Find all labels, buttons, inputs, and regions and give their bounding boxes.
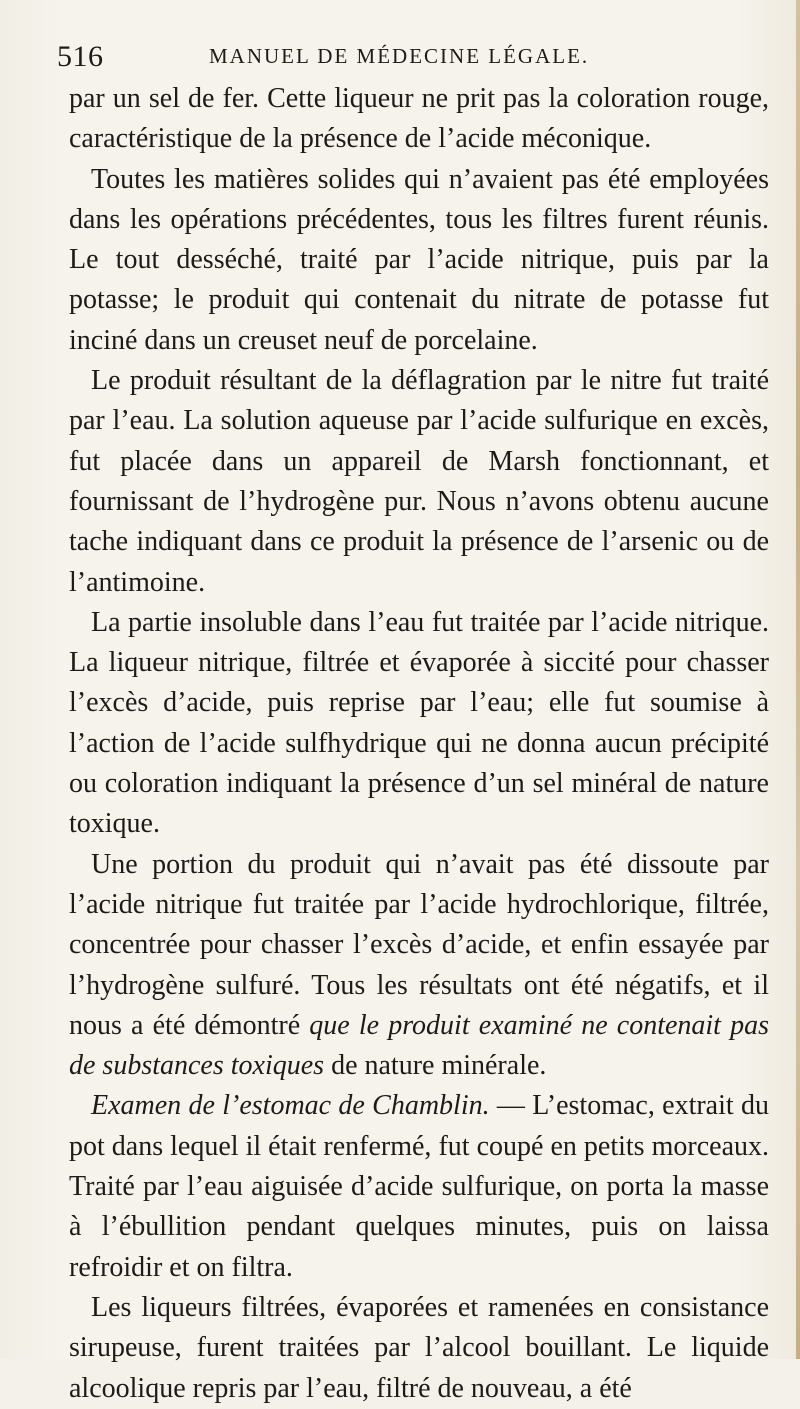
paragraph-7: Les liqueurs filtrées, évaporées et ramenées en consistance sirupeuse, furent traitées par l’alcool bouillant. Le liquide alcoolique repris par l’eau, filtré de nouveau, a été: [69, 1291, 769, 1404]
paragraph-3: Le produit résultant de la déflagration par le nitre fut traité par l’eau. La solution aqueuse par l’acide sulfurique en excès, fut placée dans un appareil de Marsh fonctionnant, et fournissant de l’hydrogène pur. Nous n’avons obtenu aucune tache indiquant dans ce produit la présence de l’arsenic ou de l’antimoine.: [69, 365, 769, 598]
paragraph-6-text: — L’estomac, extrait du pot dans lequel il était renfermé, fut coupé en petits morceaux. Traité par l’eau aiguisée d’acide sulfurique, on porta la masse à l’ébullition pendant quelques minutes, puis on laissa refroidir et on filtra.: [69, 1090, 769, 1283]
page-number: 516: [57, 40, 104, 73]
running-head: MANUEL DE MÉDECINE LÉGALE.: [209, 44, 590, 68]
paragraph-5: [69, 845, 769, 1087]
section-heading: Examen de l’estomac de Chamblin.: [91, 1090, 490, 1122]
paragraph-4: La partie insoluble dans l’eau fut traitée par l’acide nitrique. La liqueur nitrique, filtrée et évaporée à siccité pour chasser l’excès d’acide, puis reprise par l’eau; elle fut soumise à l’action de l’acide sulfhydrique qui ne donna aucun précipité ou coloration indiquant la présence d’un sel minéral de nature toxique.: [69, 606, 769, 840]
paragraph-5-ending: de nature minérale.: [324, 1050, 547, 1082]
page-header: [57, 40, 717, 74]
paragraph-5-text: Une portion du produit qui n’avait pas été dissoute par l’acide nitrique fut traitée par l’acide hydrochlorique, filtrée, concentrée pour chasser l’excès d’acide, et enfin essayée par l’hydrogène sulfuré. Tous les résultats ont été négatifs, et il nous a été démontré: [69, 848, 769, 1041]
paragraph-6: [69, 1086, 769, 1287]
emphasized-conclusion: que le produit examiné ne contenait pas de substances toxiques: [69, 1009, 769, 1082]
page-edge: [796, 0, 800, 1359]
body-text: [69, 79, 769, 1409]
paragraph-2: Toutes les matières solides qui n’avaient pas été employées dans les opérations précédentes, tous les filtres furent réunis. Le tout desséché, traité par l’acide nitrique, puis par la potasse; le produit qui contenait du nitrate de potasse fut inciné dans un creuset neuf de porcelaine.: [69, 163, 769, 356]
paragraph-1: par un sel de fer. Cette liqueur ne prit pas la coloration rouge, caractéristique de la présence de l’acide méconique.: [69, 83, 769, 155]
